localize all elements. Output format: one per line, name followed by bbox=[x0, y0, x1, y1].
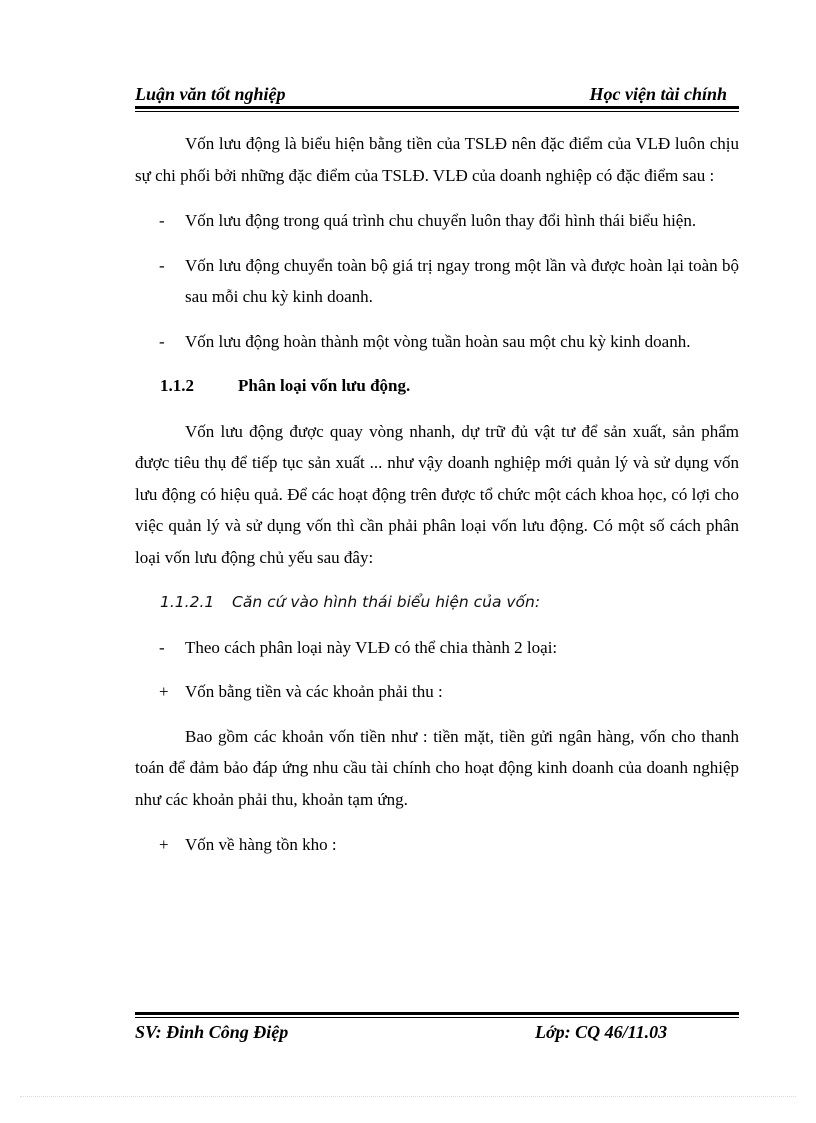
header-left-title: Luận văn tốt nghiệp bbox=[135, 84, 286, 104]
section-number: 1.1.2 bbox=[160, 376, 194, 395]
paragraph-classification: Vốn lưu động được quay vòng nhanh, dự trữ đủ vật tư để sản xuất, sản phẩm được tiêu thụ để tiếp tục sản xuất ... như vậy doanh nghiệp mới quản lý và sử dụng vốn lưu động có hiệu quả. Để các hoạt động trên được tổ chức một cách khoa học, có lợi cho việc quản lý và sử dụng vốn thì cần phải phân loại vốn lưu động. Có một số cách phân loại vốn lưu động chủ yếu sau đây: bbox=[135, 421, 739, 567]
plus-item-text: Vốn về hàng tồn kho : bbox=[185, 835, 337, 854]
paragraph-intro: Vốn lưu động là biểu hiện bằng tiền của TSLĐ nên đặc điểm của VLĐ luôn chịu sự chi phối bởi những đặc điểm của TSLĐ. VLĐ của doanh nghiệp có đặc điểm sau : bbox=[135, 134, 739, 185]
section-title: Phân loại vốn lưu động. bbox=[238, 376, 411, 395]
page-body bbox=[135, 128, 739, 874]
section-heading bbox=[135, 370, 739, 402]
plus-marker: + bbox=[159, 835, 169, 854]
header-rule-thin bbox=[135, 111, 739, 112]
footer-rule bbox=[135, 1012, 739, 1015]
footer-class: Lớp: CQ 46/11.03 bbox=[535, 1022, 668, 1042]
plus-marker: + bbox=[159, 682, 169, 701]
bullet-marker: - bbox=[159, 255, 165, 275]
subsection-title: Căn cứ vào hình thái biểu hiện của vốn: bbox=[232, 593, 541, 611]
bullet-marker: - bbox=[159, 211, 165, 230]
list-item bbox=[135, 250, 739, 313]
header-right-title: Học viện tài chính bbox=[589, 84, 727, 104]
bullet-text: Vốn lưu động trong quá trình chu chuyển luôn thay đổi hình thái biểu hiện. bbox=[185, 211, 697, 230]
footer-student: SV: Đinh Công Điệp bbox=[135, 1022, 289, 1042]
list-item bbox=[135, 676, 739, 708]
plus-item-text: Vốn bằng tiền và các khoản phải thu : bbox=[185, 682, 443, 701]
bullet-marker: - bbox=[159, 331, 165, 351]
page-header bbox=[135, 84, 739, 106]
header-rule bbox=[135, 106, 739, 109]
bullet-text: Vốn lưu động hoàn thành một vòng tuần hoàn sau một chu kỳ kinh doanh. bbox=[185, 331, 691, 351]
page-edge-dots bbox=[20, 1096, 796, 1097]
footer-rule-thin bbox=[135, 1017, 739, 1018]
bullet-marker: - bbox=[159, 637, 165, 657]
list-item bbox=[135, 829, 739, 861]
list-item bbox=[135, 326, 739, 358]
list-item bbox=[135, 205, 739, 237]
list-item bbox=[135, 632, 739, 664]
paragraph-cash: Bao gồm các khoản vốn tiền như : tiền mặt, tiền gửi ngân hàng, vốn cho thanh toán để đảm bảo đáp ứng nhu cầu tài chính cho hoạt động kinh doanh của doanh nghiệp như các khoản phải thu, khoản tạm ứng. bbox=[135, 726, 739, 809]
bullet-text: Vốn lưu động chuyển toàn bộ giá trị ngay trong một lần và được hoàn lại toàn bộ sau mỗi chu kỳ kinh doanh. bbox=[185, 255, 739, 306]
subsection-heading bbox=[135, 587, 739, 619]
bullet-text: Theo cách phân loại này VLĐ có thể chia thành 2 loại: bbox=[185, 637, 558, 657]
subsection-number: 1.1.2.1 bbox=[160, 593, 215, 611]
